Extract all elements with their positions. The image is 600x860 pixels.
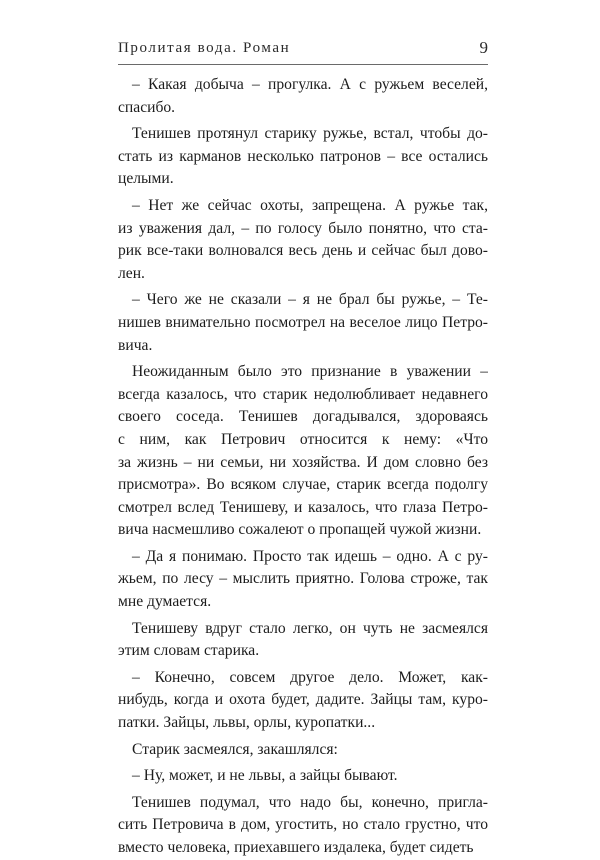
page-body-text <box>118 74 488 860</box>
text-line: мне думается. <box>118 593 212 611</box>
text-line: сить Петровича в дом, угостить, но стало грустно, что <box>118 816 488 834</box>
text-line: – Ну, может, и не львы, а зайцы бывают. <box>132 767 398 785</box>
text-line: нишев внимательно посмотрел на веселое лицо Петро- <box>118 313 488 331</box>
text-line: – Чего же не сказали – я не брал бы ружье, – Те- <box>132 291 488 309</box>
paragraph <box>118 123 488 191</box>
text-line: вместо человека, приехавшего издалека, будет сидеть <box>118 839 474 856</box>
text-line: – Да я понимаю. Просто так идешь – одно. А с ру- <box>132 547 488 565</box>
text-line: нибудь, когда и охота будет, дадите. Зайцы там, куро- <box>118 691 488 709</box>
text-line: – Какая добыча – прогулка. А с ружьем веселей, <box>132 76 488 93</box>
text-line: лен. <box>118 264 145 282</box>
text-line: всегда казалось, что старик недолюбливает недавнего <box>118 385 488 403</box>
paragraph <box>118 289 488 357</box>
text-line: Тенишеву вдруг стало легко, он чуть не засмеялся <box>132 619 488 637</box>
running-header-title: Пролитая вода. Роман <box>118 40 291 56</box>
text-line: рик все-таки волновался весь день и сейчас был дово- <box>118 242 488 260</box>
text-line: жьем, по лесу – мыслить приятно. Голова строже, так <box>118 570 488 588</box>
text-line: с ним, как Петрович относится к нему: «Что <box>118 430 488 448</box>
paragraph <box>118 765 488 788</box>
paragraph <box>118 74 488 119</box>
paragraph <box>118 792 488 860</box>
paragraph <box>118 667 488 735</box>
text-line: присмотра». Во всяком случае, старик всегда подолгу <box>118 476 488 494</box>
paragraph <box>118 618 488 663</box>
text-line: целыми. <box>118 170 174 188</box>
text-line: спасибо. <box>118 98 176 116</box>
paragraph <box>118 195 488 285</box>
paragraph <box>118 361 488 542</box>
text-line: этим словам старика. <box>118 642 260 660</box>
text-line: Старик засмеялся, закашлялся: <box>132 740 338 758</box>
text-line: – Нет же сейчас охоты, запрещена. А ружье так, <box>132 196 488 214</box>
text-line: за жизнь – ни семьи, ни хозяйства. И дом словно без <box>118 453 488 471</box>
paragraph <box>118 546 488 614</box>
text-line: своего соседа. Тенишев догадывался, здороваясь <box>118 408 488 426</box>
text-line: Тенишев подумал, что надо бы, конечно, пригла- <box>132 793 488 811</box>
text-line: вича. <box>118 336 153 354</box>
text-line: Тенишев протянул старику ружье, встал, чтобы до- <box>132 125 488 143</box>
text-line: вича насмешливо сожалеют о пропащей чужой жизни. <box>118 521 482 539</box>
text-line: – Конечно, совсем другое дело. Может, как- <box>132 668 488 686</box>
text-line: из уважения дал, – по голосу было понятно, что ста- <box>118 219 488 237</box>
text-line: Неожиданным было это признание в уважении – <box>132 363 488 381</box>
page-number: 9 <box>479 38 488 57</box>
running-header <box>118 36 488 65</box>
text-line: стать из карманов несколько патронов – все остались <box>118 147 488 165</box>
text-line: патки. Зайцы, львы, орлы, куропатки... <box>118 714 376 732</box>
text-line: смотрел вслед Тенишеву, и казалось, что глаза Петро- <box>118 498 488 516</box>
